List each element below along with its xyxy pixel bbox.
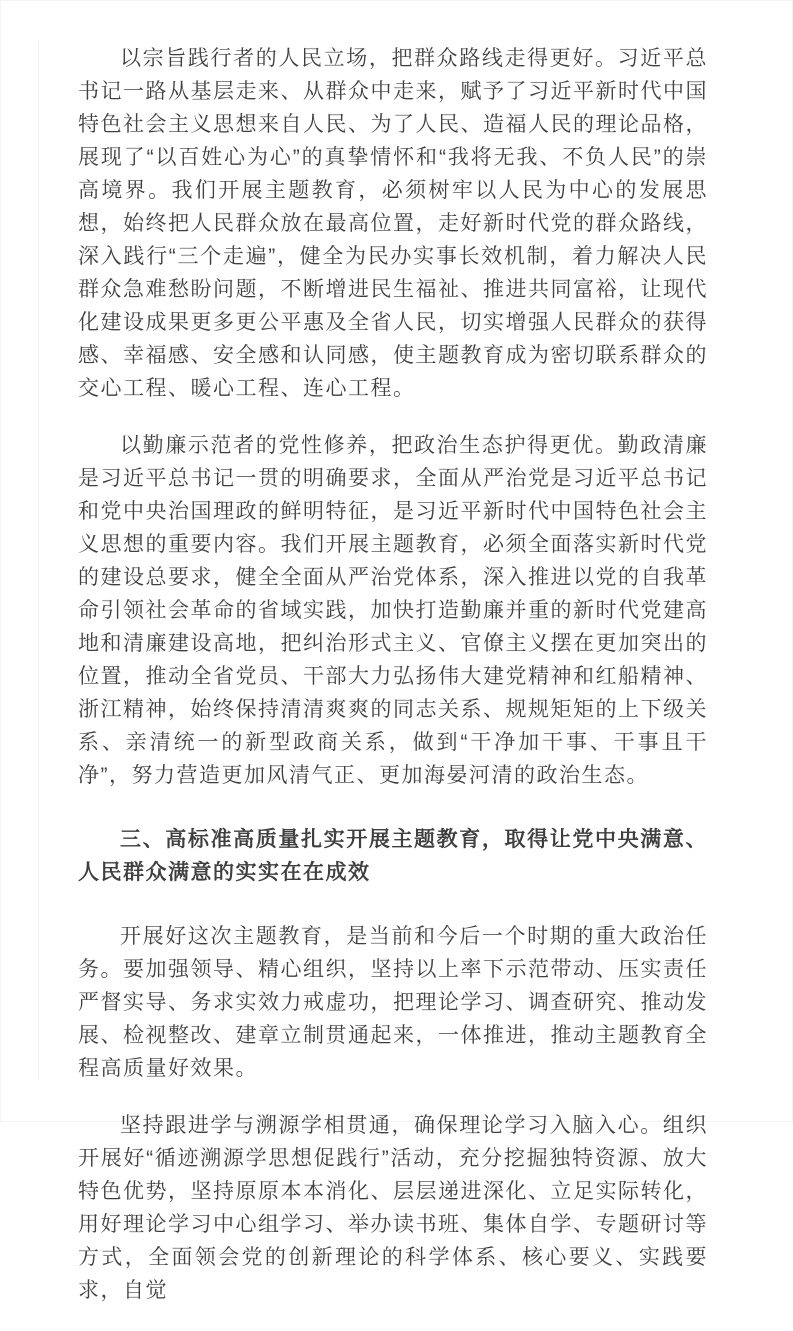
document-page (78, 0, 708, 1331)
paragraph-party-conduct: 以勤廉示范者的党性修养，把政治生态护得更优。勤政清廉是习近平总书记一贯的明确要求，全面从严治党是习近平总书记和党中央治国理政的鲜明特征，是习近平新时代中国特色社会主义思想的重要内容。我们开展主题教育，必须全面落实新时代党的建设总要求，健全全面从严治党体系，深入推进以党的自我革命引领社会革命的省域实践，加快打造勤廉并重的新时代党建高地和清廉建设高地，把纠治形式主义、官僚主义摆在更加突出的位置，推动全省党员、干部大力弘扬伟大建党精神和红船精神、浙江精神，始终保持清清爽爽的同志关系、规规矩矩的上下级关系、亲清统一的新型政商关系，做到“干净加干事、干事且干净”，努力营造更加风清气正、更加海晏河清的政治生态。 (78, 434, 708, 787)
paragraph-theory-study: 坚持跟进学与溯源学相贯通，确保理论学习入脑入心。组织开展好“循迹溯源学思想促践行”活动，充分挖掘独特资源、放大特色优势，坚持原原本本消化、层层递进深化、立足实际转化，用好理论学习中心组学习、举办读书班、集体自学、专题研讨等方式，全面领会党的创新理论的科学体系、核心要义、实践要求，自觉 (78, 1114, 708, 1302)
paragraph-major-political-task: 开展好这次主题教育，是当前和今后一个时期的重大政治任务。要加强领导、精心组织，坚持以上率下示范带动、压实责任严督实导、务求实效力戒虚功，把理论学习、调查研究、推动发展、检视整改、建章立制贯通起来，一体推进，推动主题教育全程高质量好效果。 (78, 925, 708, 1080)
page-left-edge-line (38, 40, 39, 1080)
section-heading-three: 三、高标准高质量扎实开展主题教育，取得让党中央满意、人民群众满意的实实在在成效 (78, 828, 708, 884)
paragraph-people-stance: 以宗旨践行者的人民立场，把群众路线走得更好。习近平总书记一路从基层走来、从群众中走来，赋予了习近平新时代中国特色社会主义思想来自人民、为了人民、造福人民的理论品格，展现了“以百姓心为心”的真挚情怀和“我将无我、不负人民”的崇高境界。我们开展主题教育，必须树牢以人民为中心的发展思想，始终把人民群众放在最高位置，走好新时代党的群众路线，深入践行“三个走遍”，健全为民办实事长效机制，着力解决人民群众急难愁盼问题，不断增进民生福祉、推进共同富裕，让现代化建设成果更多更公平惠及全省人民，切实增强人民群众的获得感、幸福感、安全感和认同感，使主题教育成为密切联系群众的交心工程、暖心工程、连心工程。 (78, 47, 708, 400)
